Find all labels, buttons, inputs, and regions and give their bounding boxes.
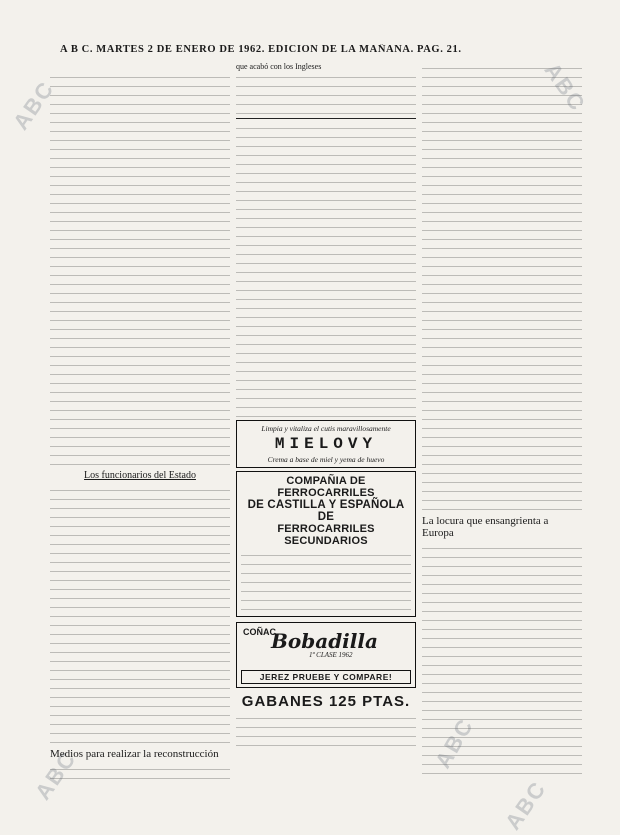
section-heading: Medios para realizar la reconstrucción — [50, 748, 219, 761]
section-heading: Los funcionarios del Estado — [84, 470, 196, 482]
text-block — [50, 764, 230, 779]
ad-subtitle: Crema a base de miel y yema de huevo — [267, 455, 385, 464]
text-block — [50, 485, 230, 743]
ad-tag: COÑAC — [243, 627, 276, 637]
ad-brand: MIELOVY — [274, 435, 378, 453]
gabanes-ad-text — [236, 713, 416, 746]
watermark: ABC — [30, 746, 82, 805]
ad-line: FERROCARRILES SECUNDARIOS — [277, 523, 375, 547]
middle-column — [236, 62, 416, 834]
watermark: ABC — [539, 58, 591, 117]
text-block — [422, 543, 582, 774]
right-column — [422, 62, 582, 834]
text-line: que acabó con los Ingleses — [236, 62, 322, 71]
text-block — [50, 62, 230, 465]
ad-tagline: Limpia y vitaliza el cutis maravillosamente — [261, 424, 391, 433]
text-block — [236, 123, 416, 417]
watermark: ABC — [430, 713, 479, 773]
watermark: ABC — [8, 76, 60, 135]
conac-ad — [236, 622, 416, 688]
ad-subtitle: 1ª CLASE 1962 — [309, 651, 353, 659]
ad-line: DE CASTILLA Y ESPAÑOLA DE — [247, 499, 405, 523]
page-header: A B C. MARTES 2 DE ENERO DE 1962. EDICION DE LA MAÑANA. PAG. 21. — [60, 44, 462, 55]
mielovy-ad — [236, 420, 416, 468]
railway-ad — [236, 471, 416, 617]
ad-slogan: JEREZ PRUEBE Y COMPARE! — [241, 670, 411, 684]
watermark: ABC — [500, 776, 552, 835]
divider — [236, 118, 416, 119]
ad-brand: Bobadilla — [271, 629, 378, 653]
text-block — [422, 63, 582, 510]
left-column — [50, 62, 230, 834]
section-heading: La locura que ensangrienta a Europa — [422, 515, 549, 539]
gabanes-ad-title: GABANES 125 PTAS. — [241, 693, 411, 710]
ad-line: COMPAÑIA DE FERROCARRILES — [277, 475, 375, 499]
